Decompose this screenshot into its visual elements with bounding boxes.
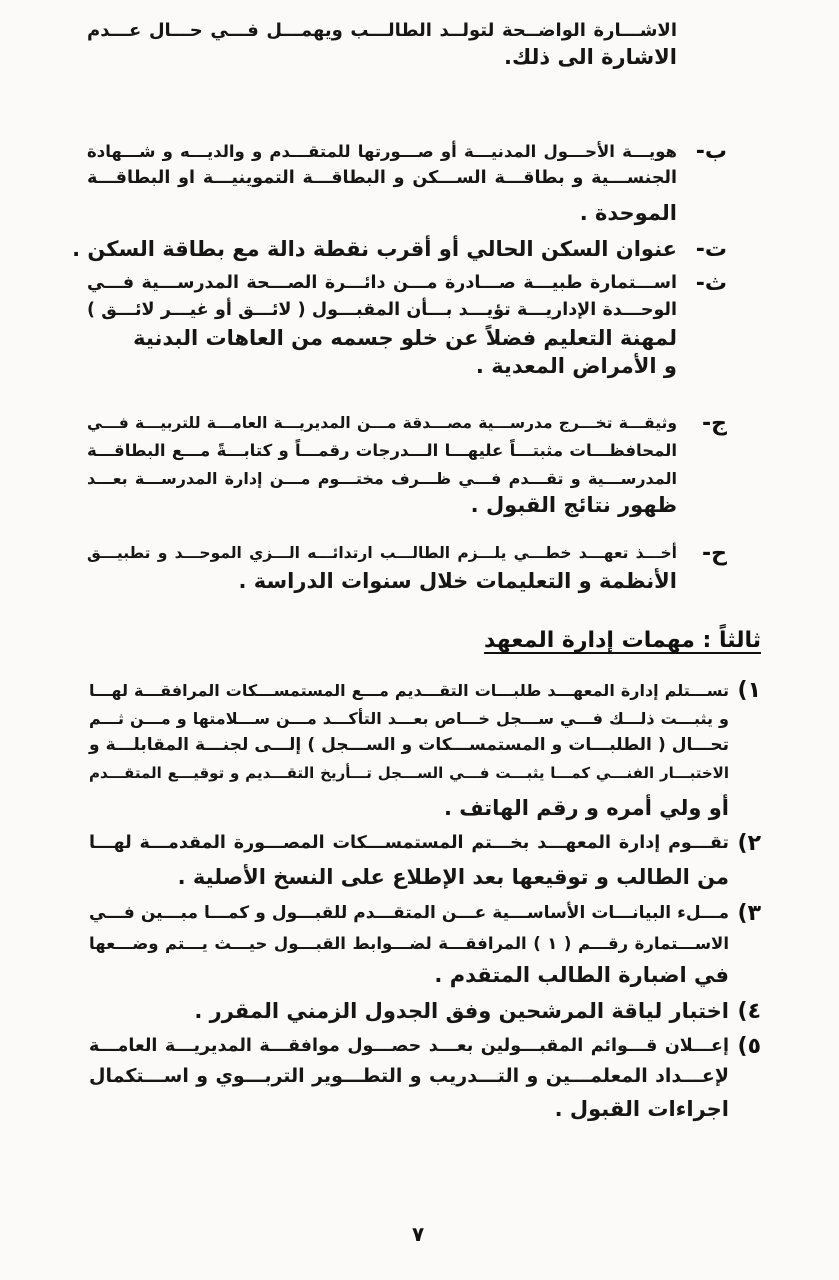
item-tha-line-4: و الأمراض المعدية . [475, 354, 677, 378]
task-label-4: ٤) [737, 999, 761, 1024]
section-heading: ثالثاً : مهمات إدارة المعهد [484, 628, 761, 653]
item-ta-line-1: عنوان السكن الحالي أو أقرب نقطة دالة مع بطاقة السكن . [72, 237, 677, 261]
item-ba-line-2: الجنســـية و بطاقـــة الســـكن و البطاقـــة التموينيـــة او البطاقـــة [87, 168, 677, 188]
task-label-1: ١) [737, 678, 761, 703]
item-label-ha: ح- [702, 541, 727, 566]
task-4-line-1: اختبار لياقة المرشحين وفق الجدول الزمني المقرر . [194, 999, 729, 1023]
item-jim-line-1: وثيقـــة تخـــرج مدرســـية مصـــدقة مـــن المديريـــة العامـــة للتربيـــة فـــي [87, 414, 677, 432]
task-1-line-5: أو ولي أمره و رقم الهاتف . [443, 796, 729, 820]
task-1-line-2: و يثبـــت ذلـــك فـــي ســـجل خـــاص بعـــد التأكـــد مـــن ســـلامتها و مـــن ثـــم [89, 709, 729, 728]
item-jim-line-4: ظهور نتائج القبول . [470, 493, 677, 517]
task-label-2: ٢) [737, 831, 761, 856]
task-label-5: ٥) [737, 1034, 761, 1059]
item-jim-line-2: المحافظـــات مثبتـــاً عليهـــا الـــدرجات رقمـــاً و كتابـــةً مـــع البطاقـــة [87, 441, 677, 460]
intro-line-1: الاشـــارة الواضــحة لتولــد الطالـــب ويهمـــل فـــي حـــال عـــدم [87, 20, 677, 41]
item-jim-line-3: المدرســـية و تقـــدم فـــي ظـــرف مختـــوم مـــن إدارة المدرســـة بعـــد [87, 469, 677, 488]
task-1-line-3: تحـــال ( الطلبـــات و المستمســـكات و الســـجل ) إلـــى لجنـــة المقابلـــة و [89, 735, 729, 755]
item-label-jim: ج- [702, 411, 727, 436]
item-ha-line-1: أخـــذ تعهـــد خطـــي يلـــزم الطالـــب ارتدائـــه الـــزي الموحـــد و تطبيـــق [87, 544, 677, 562]
item-label-ta: ت- [695, 237, 727, 262]
item-ba-line-3: الموحدة . [579, 201, 677, 225]
task-3-line-1: مـــلء البيانـــات الأساســـية عـــن المتقـــدم للقبـــول و كمـــا مبـــين فـــي [89, 903, 729, 923]
task-3-line-2: الاســـتمارة رقـــم ( ١ ) المرافقـــة لضـــوابط القبـــول حيـــث يـــتم وضـــعها [89, 934, 729, 953]
task-5-line-3: اجراءات القبول . [554, 1097, 729, 1121]
task-1-line-4: الاختبـــار الفنـــي كمـــا يثبـــت فـــي الســـجل تـــأريخ التقـــديم و توقيـــع المتقـــدم [89, 764, 729, 782]
item-tha-line-2: الوحـــدة الإداريـــة تؤيـــد بـــأن المقبـــول ( لائـــق أو غيـــر لائـــق ) [87, 300, 677, 320]
item-tha-line-3: لمهنة التعليم فضلاً عن خلو جسمه من العاهات البدنية [133, 326, 677, 350]
task-5-line-2: لإعـــداد المعلمـــين و التـــدريب و التطـــوير التربـــوي و اســـتكمال [89, 1065, 729, 1087]
task-2-line-2: من الطالب و توقيعها بعد الإطلاع على النسخ الأصلية . [177, 865, 729, 889]
task-label-3: ٣) [737, 901, 761, 926]
item-ha-line-2: الأنظمة و التعليمات خلال سنوات الدراسة . [238, 569, 677, 593]
item-label-tha: ث- [695, 271, 727, 296]
item-tha-line-1: اســـتمارة طبيـــة صـــادرة مـــن دائـــرة الصـــحة المدرســـية فـــي [87, 273, 677, 293]
item-label-ba: ب- [695, 139, 727, 164]
task-5-line-1: إعـــلان قـــوائم المقبـــولين بعـــد حصـــول موافقـــة المديريـــة العامـــة [89, 1036, 729, 1056]
page-number: ٧ [412, 1222, 425, 1246]
task-1-line-1: تســـتلم إدارة المعهـــد طلبـــات التقـــديم مـــع المستمســـكات المرافقـــة لهـــا [89, 681, 729, 700]
task-2-line-1: تقـــوم إدارة المعهـــد بخـــتم المستمســـكات المصـــورة المقدمـــة لهـــا [89, 833, 729, 853]
intro-line-2: الاشارة الى ذلك. [503, 45, 677, 69]
item-ba-line-1: هويـــة الأحـــول المدنيـــة أو صـــورتها للمتقـــدم و والديـــه و شـــهادة [87, 142, 677, 161]
task-3-line-3: في اضبارة الطالب المتقدم . [434, 963, 729, 987]
